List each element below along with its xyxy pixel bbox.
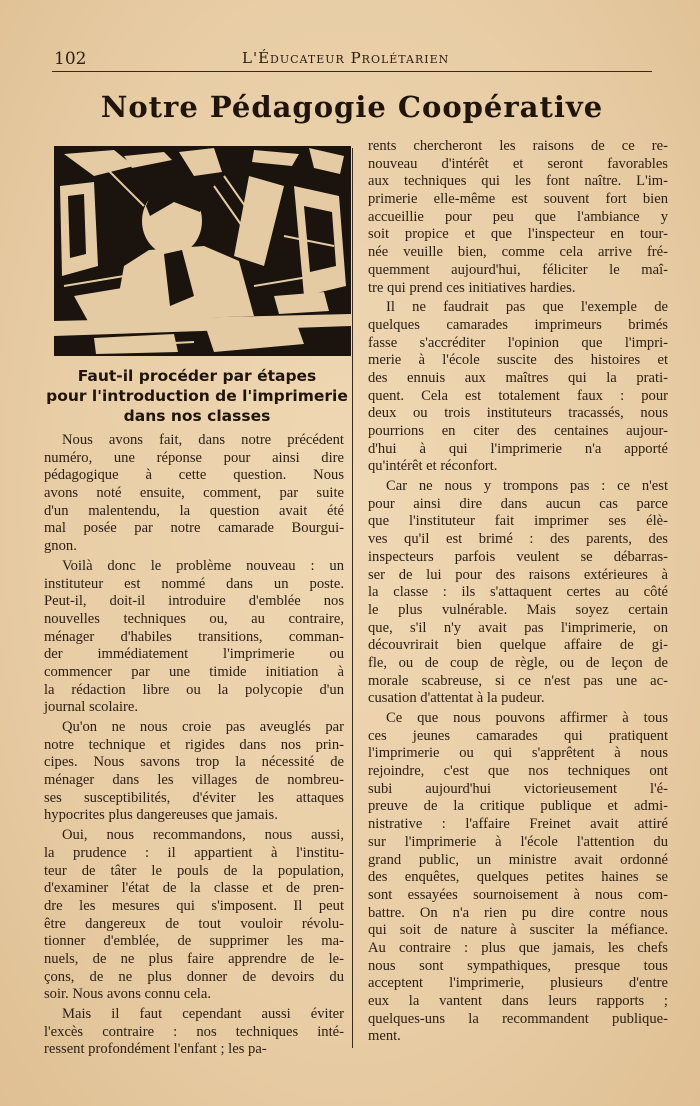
text-line: nouveau d'intérêt et seront favorables bbox=[368, 155, 668, 172]
text-line: découvrirait bien quelque affaire de gi- bbox=[368, 637, 668, 654]
text-line: des enquêtes, quelques petites haines se bbox=[368, 869, 668, 886]
paragraph bbox=[368, 138, 668, 297]
running-head bbox=[52, 44, 652, 74]
text-line: l'imprimerie ou qui s'apprêtent à nous bbox=[368, 745, 668, 762]
text-line: subi aujourd'hui victorieusement l'é- bbox=[368, 780, 668, 797]
text-line: quent. Cela est totalement faux : pour bbox=[368, 387, 668, 404]
text-line: commencer par une timide initiation à bbox=[44, 663, 344, 680]
text-line: pédagogique à cette question. Nous bbox=[44, 467, 344, 484]
text-line: deux ou trois instituteurs tracassés, nous bbox=[368, 405, 668, 422]
text-line: gnon. bbox=[44, 538, 77, 555]
text-line: grand public, un ministre avait ordonné bbox=[368, 851, 668, 868]
text-line: battre. On n'a rien pu dire contre nous bbox=[368, 904, 668, 921]
text-line: ménager d'habiles transitions, comman- bbox=[44, 628, 344, 645]
text-line: hypocrites plus dangereuses que jamais. bbox=[44, 807, 278, 824]
text-line: sont essayées sournoisement à nous com- bbox=[368, 886, 668, 903]
text-line: instituteur est nommé dans un poste. bbox=[44, 575, 344, 592]
text-line: que l'instituteur fait imprimer ses élè- bbox=[368, 513, 668, 530]
text-line: eux la vantent dans leurs rapports ; bbox=[368, 993, 668, 1009]
page-title: Notre Pédagogie Coopérative bbox=[100, 90, 604, 124]
text-line: dre les mesures qui s'imposent. Il peut bbox=[44, 897, 344, 914]
text-line: d'un malentendu, la question avait été bbox=[44, 502, 344, 519]
text-line: la classe : ils s'attaquent certes au côté bbox=[368, 584, 668, 601]
text-line: Il ne faudrait pas que l'exemple de bbox=[386, 299, 668, 316]
text-line: merie à l'école suscite des histoires et bbox=[368, 352, 668, 369]
paragraph bbox=[44, 432, 344, 556]
text-line: le plus vulnérable. Mais soyez certain bbox=[368, 601, 668, 618]
text-line: la rédaction libre ou la polycopie d'un bbox=[44, 681, 344, 698]
text-line: cipes. Nous savons trop la nécessité de bbox=[44, 754, 344, 771]
text-line: Ce que nous pouvons affirmer à tous bbox=[386, 710, 668, 726]
text-line: primerie elle-même est souvent fort bien bbox=[368, 191, 668, 208]
woodcut-illustration-icon bbox=[54, 146, 351, 356]
text-line: cusation d'attentat à la pudeur. bbox=[368, 690, 545, 707]
text-line: inspecteurs parfois veulent se débarras- bbox=[368, 548, 668, 565]
text-line: tionner d'emblée, de supprimer les ma- bbox=[44, 933, 344, 950]
text-line: nouvelles techniques ou, au contraire, bbox=[44, 610, 344, 627]
text-line: ment. bbox=[368, 1028, 401, 1045]
text-line: ménager dans les villages de nombreu- bbox=[44, 772, 344, 789]
paragraph bbox=[44, 1006, 344, 1059]
text-line: Qu'on ne nous croie pas aveuglés par bbox=[62, 719, 344, 735]
text-line: qui soit de nature à susciter la méfiance. bbox=[368, 922, 668, 939]
text-line: numéro, une réponse pour ainsi dire bbox=[44, 449, 344, 466]
text-line: journal scolaire. bbox=[44, 699, 139, 716]
text-line: quemment aujourd'hui, féliciter le maî- bbox=[368, 261, 668, 278]
text-line: ves qu'il est brimé : des parents, des bbox=[368, 531, 668, 548]
text-line: rents chercheront les raisons de ce re- bbox=[368, 138, 668, 154]
paragraph bbox=[44, 558, 344, 717]
paragraph bbox=[368, 478, 668, 708]
text-line: Car ne nous y trompons pas : ce n'est bbox=[386, 478, 668, 495]
text-line: Nous avons fait, dans notre précédent bbox=[62, 432, 344, 448]
text-line: Oui, nous recommandons, nous aussi, bbox=[62, 827, 344, 844]
text-line: ressent profondément l'enfant ; les pa- bbox=[44, 1041, 267, 1058]
text-line: nuels, de ne plus faire apprendre de le- bbox=[44, 950, 344, 967]
text-line: ces jeunes camarades qui pratiquent bbox=[368, 727, 668, 744]
text-line: l'excès contraire : nos techniques inté- bbox=[44, 1023, 344, 1040]
text-line: teur de tâter le pouls de la population, bbox=[44, 862, 344, 879]
text-line: soit propice et que l'inspecteur en tour- bbox=[368, 226, 668, 243]
text-line: Peut-il, doit-il introduire d'emblée nos bbox=[44, 593, 344, 610]
text-line: née veuille bien, comme cela arrive fré- bbox=[368, 244, 668, 261]
text-line: pour ainsi dire dans aucun cas parce bbox=[368, 495, 668, 512]
text-line: fle, ou de coup de règle, ou de leçon de bbox=[368, 654, 668, 671]
paragraph bbox=[44, 719, 344, 825]
text-line: acceptent l'imprimerie, plusieurs d'entre bbox=[368, 975, 668, 992]
header-rule bbox=[52, 71, 652, 72]
text-line: tre qui prend ces initiatives hardies. bbox=[368, 279, 576, 296]
text-line: accueillie pour peu que l'ambiance y bbox=[368, 208, 668, 225]
text-line: la prudence : il appartient à l'institu- bbox=[44, 844, 344, 861]
text-line: qu'intérêt et réconfort. bbox=[368, 458, 498, 475]
text-line: nistrative : l'affaire Freinet avait attiré bbox=[368, 816, 668, 833]
paragraph bbox=[368, 299, 668, 476]
text-line: pourrions en citer des centaines aujour- bbox=[368, 423, 668, 439]
text-line: fasse s'accréditer l'opinion que l'impri- bbox=[368, 334, 668, 351]
text-line: notre technique et rigides dans nos prin- bbox=[44, 736, 344, 753]
journal-name: L'Éducateur Prolétarien bbox=[242, 49, 450, 67]
text-line: Au contraire : plus que jamais, les chefs bbox=[368, 939, 668, 956]
text-line: ser de lui pour des raisons extérieures à bbox=[368, 566, 668, 583]
text-line: preuve de la critique publique et admi- bbox=[368, 798, 668, 815]
text-line: çons, de ne plus donner de devoirs du bbox=[44, 968, 344, 985]
text-line: Mais il faut cependant aussi éviter bbox=[62, 1006, 344, 1022]
text-line: avons noté ensuite, comment, par suite bbox=[44, 485, 344, 502]
text-line: quelques-uns la recommandent publique- bbox=[368, 1010, 668, 1027]
text-line: morale scabreuse, si ce n'est pas une ac- bbox=[368, 672, 668, 689]
text-line: Voilà donc le problème nouveau : un bbox=[62, 557, 344, 574]
text-line: aux techniques qui les font naître. L'im- bbox=[368, 173, 668, 190]
text-line: der immédiatement l'imprimerie ou bbox=[44, 646, 344, 663]
right-column bbox=[368, 138, 668, 1046]
text-line: quelques camarades imprimeurs brimés bbox=[368, 316, 668, 333]
text-line: sur l'imprimerie à l'école l'attention du bbox=[368, 833, 668, 850]
text-line: rejoindre, c'est que nos techniques ont bbox=[368, 763, 668, 780]
article-heading-line: dans nos classes bbox=[123, 407, 271, 425]
article-heading bbox=[42, 366, 352, 426]
text-line: nous sont sympathiques, presque tous bbox=[368, 957, 668, 974]
text-line: mal posée par notre camarade Bourgui- bbox=[44, 520, 344, 537]
text-line: d'examiner l'état de la classe et de pren- bbox=[44, 880, 344, 897]
left-column bbox=[44, 432, 344, 1059]
text-line: être dangereux de tout vouloir révolu- bbox=[44, 915, 344, 932]
text-line: que, s'il n'y avait pas l'imprimerie, on bbox=[368, 619, 668, 636]
text-line: soir. Nous avons connu cela. bbox=[44, 986, 211, 1003]
paragraph bbox=[44, 827, 344, 1004]
article-heading-line: Faut-il procéder par étapes bbox=[77, 367, 317, 385]
text-line: d'hui à qui l'imprimerie n'a apporté bbox=[368, 440, 668, 457]
column-divider bbox=[352, 148, 353, 1048]
text-line: des ennuis aux maîtres qui la prati- bbox=[368, 369, 668, 386]
paragraph bbox=[368, 710, 668, 1046]
page-number: 102 bbox=[54, 49, 87, 69]
text-line: ses susceptibilités, d'éviter les attaques bbox=[44, 789, 344, 806]
article-heading-line: pour l'introduction de l'imprimerie bbox=[46, 387, 348, 405]
